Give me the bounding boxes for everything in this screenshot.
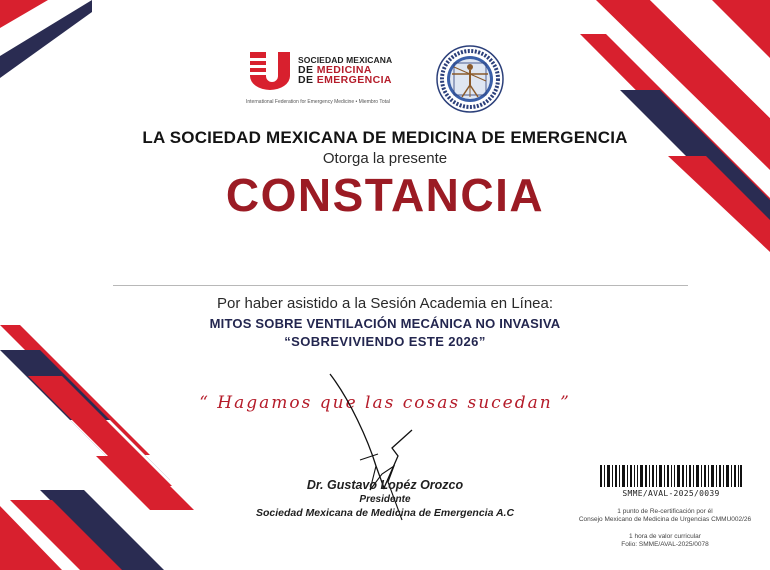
- logo-line2: DE MEDICINA: [298, 64, 372, 76]
- session-title: MITOS SOBRE VENTILACIÓN MECÁNICA NO INVASIVA: [209, 316, 561, 331]
- smme-logo: [246, 50, 396, 110]
- signatory-organization: Sociedad Mexicana de Medicina de Emergencia A.C: [255, 507, 515, 519]
- smme-logo-mark: [246, 50, 292, 90]
- recertification-line1: 1 punto de Re-certificación por él: [617, 508, 713, 515]
- divider-line: [113, 285, 688, 286]
- attendance-reason: Por haber asistido a la Sesión Academia en Línea:: [216, 295, 554, 312]
- session-subtitle: “SOBREVIVIENDO ESTE 2026”: [284, 334, 486, 349]
- curricular-line2: Folio: SMME/AVAL-2025/0078: [621, 541, 709, 548]
- barcode-code: SMME/AVAL-2025/0039: [622, 489, 720, 498]
- stripe-top-left-red: [0, 0, 48, 28]
- vitruvian-seal-icon: [436, 45, 504, 113]
- curricular-line1: 1 hora de valor curricular: [629, 533, 701, 540]
- logo-line1: SOCIEDAD MEXICANA: [298, 55, 393, 65]
- logo-line3: DE EMERGENCIA: [298, 74, 392, 86]
- granted-text: Otorga la presente: [322, 150, 448, 167]
- logo-wordmark: [298, 55, 392, 85]
- signatory-name: Dr. Gustavo Lopéz Orozco: [306, 478, 464, 492]
- handwritten-signature: [320, 370, 430, 530]
- recertification-line2: Consejo Mexicano de Medicina de Urgencias CMMU002/26: [578, 516, 752, 523]
- barcode-icon: [600, 465, 742, 487]
- organization-title: LA SOCIEDAD MEXICANA DE MEDICINA DE EMERGENCIA: [142, 128, 628, 147]
- logo-tagline: International Federation for Emergency Medicine • Miembro Total: [246, 99, 390, 105]
- motto-text: “ Hagamos que las cosas sucedan ”: [199, 393, 571, 413]
- certificate-type: CONSTANCIA: [225, 169, 545, 221]
- signatory-role: Presidente: [359, 494, 411, 505]
